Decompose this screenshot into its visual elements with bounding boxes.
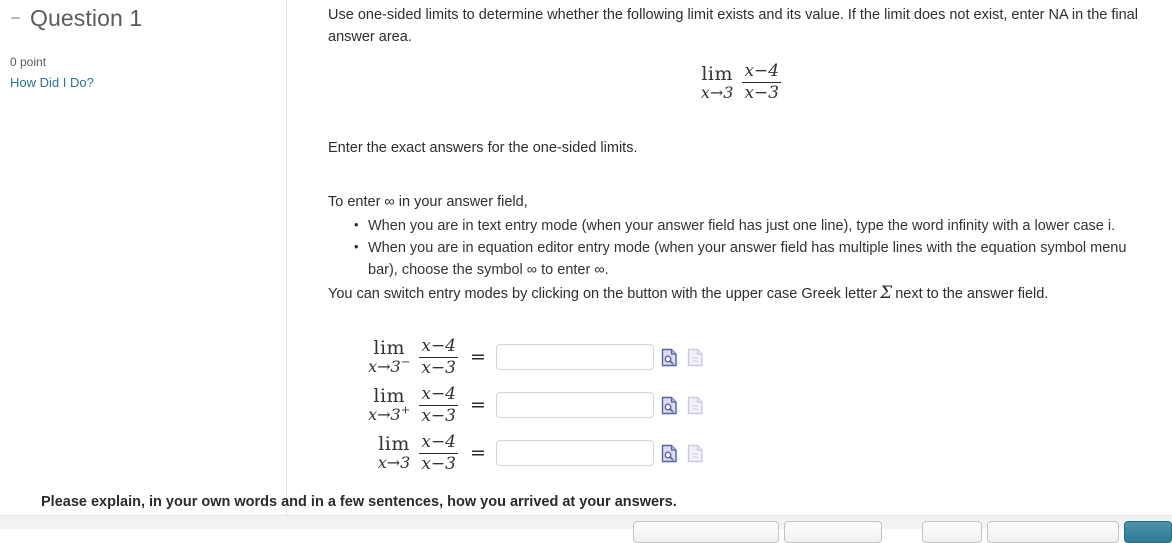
explain-prompt: Please explain, in your own words and in a few sentences, how you arrived at your answers.: [41, 494, 677, 510]
fraction-numerator: x−4: [421, 335, 456, 356]
question-meta: [0, 54, 286, 92]
instruction-enter-infinity: To enter ∞ in your answer field,: [328, 194, 528, 211]
answer-row: [328, 429, 1154, 477]
display-limit-expression: [328, 62, 1154, 103]
question-header: [0, 0, 286, 32]
question-sidebar: [0, 0, 287, 529]
fraction-denominator: x−3: [744, 83, 780, 104]
limit-fraction: [419, 433, 458, 474]
equals-sign: =: [470, 346, 486, 369]
page-title: Question 1: [30, 5, 143, 31]
fraction-denominator: x−3: [421, 405, 456, 426]
answer-limit-expression: [328, 337, 458, 378]
toolbar-button-4[interactable]: [987, 521, 1119, 543]
answer-input[interactable]: [496, 440, 654, 466]
minus-icon[interactable]: [8, 8, 22, 28]
question-prompt: Use one-sided limits to determine whether the following limit exists and its value. If the limit does not exist, enter NA in the final answer area.: [328, 7, 1138, 45]
answer-row: [328, 381, 1154, 429]
list-item: • When you are in text entry mode (when your answer field has just one line), type the word infinity with a lower case i.: [368, 215, 1154, 237]
limit-operator: lim: [378, 433, 410, 456]
equals-sign: =: [470, 394, 486, 417]
answer-limit-expression: [328, 433, 458, 474]
question-content: [287, 0, 1172, 529]
points-value: 0 point: [10, 55, 47, 69]
limit-subscript: x→3−: [368, 354, 411, 377]
toolbar-button-2[interactable]: [784, 521, 882, 543]
answer-rows: [328, 333, 1154, 477]
instruction-switch-modes: [328, 282, 1154, 305]
sigma-symbol: Σ: [880, 283, 893, 304]
fraction-numerator: x−4: [421, 383, 456, 404]
instruction-lead: Enter the exact answers for the one-sided limits.: [328, 140, 638, 157]
limit-operator: lim: [373, 385, 406, 408]
fraction-numerator: x−4: [744, 61, 780, 81]
limit-side-indicator: +: [400, 402, 411, 417]
limit-fraction: [419, 385, 458, 426]
limit-subscript: x→3: [700, 82, 734, 102]
list-item: • When you are in equation editor entry mode (when your answer field has multiple lines with the equation symbol menu bar), choose the symbol ∞ to enter ∞.: [368, 237, 1154, 281]
answer-row: [328, 333, 1154, 381]
document-preview-icon[interactable]: [661, 444, 678, 463]
answer-input[interactable]: [496, 344, 654, 370]
document-preview-icon[interactable]: [661, 396, 678, 415]
toolbar-primary-button[interactable]: [1124, 521, 1172, 543]
toolbar-button-1[interactable]: [633, 521, 779, 543]
limit-operator: lim: [373, 337, 406, 360]
document-disabled-icon: [687, 348, 704, 367]
limit-subscript: x→3+: [368, 402, 411, 425]
document-disabled-icon: [687, 444, 704, 463]
document-disabled-icon: [687, 396, 704, 415]
document-preview-icon[interactable]: [661, 348, 678, 367]
bottom-toolbar: [0, 515, 1172, 529]
limit-operator: lim: [701, 62, 733, 85]
fraction-denominator: x−3: [421, 357, 456, 378]
fraction-denominator: x−3: [421, 453, 456, 474]
fraction-numerator: x−4: [421, 431, 456, 452]
equals-sign: =: [470, 442, 486, 465]
limit-fraction: [742, 62, 781, 103]
how-did-i-do-link[interactable]: How Did I Do?: [10, 75, 94, 90]
limit-fraction: [419, 337, 458, 378]
answer-limit-expression: [328, 385, 458, 426]
answer-input[interactable]: [496, 392, 654, 418]
limit-subscript: x→3: [377, 453, 411, 473]
limit-side-indicator: −: [400, 354, 411, 369]
switch-modes-text-pre: You can switch entry modes by clicking on the button with the upper case Greek letter: [328, 286, 878, 303]
switch-modes-text-post: next to the answer field.: [895, 286, 1049, 303]
instruction-bullet-list: [328, 215, 1154, 281]
toolbar-button-3[interactable]: [922, 521, 982, 543]
